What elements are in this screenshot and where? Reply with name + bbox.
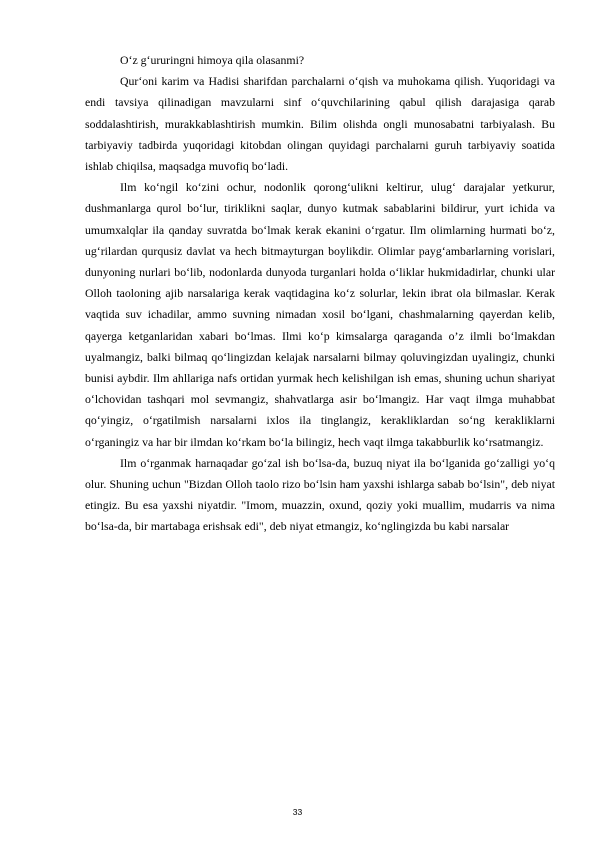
paragraph-1: Qur‘oni karim va Hadisi sharifdan parchalarni o‘qish va muhokama qilish. Yuqoridagi va endi tavsiya qilinadigan mavzularni sinf o‘quvchilarining qabul qilish darajasiga qarab soddalashtirish, murakkablashtirish mumkin. Bilim olishda ongli munosabatni tarbiyalash. Bu tarbiyaviy tadbirda yuqoridagi kitobdan olingan quyidagi parchalarni guruh tarbiyaviy soatida ishlab chiqilsa, maqsadga muvofiq bo‘ladi.	[85, 74, 555, 174]
page-content	[85, 50, 555, 538]
section-heading: O‘z g‘ururingni himoya qila olasanmi?	[120, 53, 305, 67]
page-number: 33	[292, 807, 303, 817]
paragraph-2: Ilm ko‘ngil ko‘zini ochur, nodonlik qorong‘ulikni keltirur, ulug‘ darajalar yetkurur, dushmanlarga qurol bo‘lur, tiriklikni saqlar, dunyo kutmak sabablarini bildirur, yurt ichida va umumxalqlar ila qanday suvratda bo‘lmak kerak ekanini o‘rgatur. Ilm olimlarning hurmati bo‘z, ug‘rilardan qurqusiz davlat va hech bitmayturgan boylikdir. Olimlar payg‘ambarlarning vorislari, dunyoning nurlari bo‘lib, nodonlarda dunyoda turganlari holda o‘liklar hukmidadirlar, chunki ular Olloh taoloning ajib narsalariga kerak vaqtidagina ko‘z solurlar, lekin ibrat ola bilmaslar. Kerak vaqtida suv ichadilar, ammo suvning nimadan xosil bo‘lgani, chashmalarning qayerdan kelib, qayerga ketganlaridan xabari bo‘lmas. Ilmi ko‘p kimsalarga qaraganda o’z ilmli bo‘lmakdan uyalmangiz, balki bilmaq qo‘lingizdan kelajak narsalarni bilmay qoluvingizdan uyalingiz, chunki bunisi aybdir. Ilm ahllariga nafs ortidan yurmak hech kelishilgan ish emas, shuning uchun shariyat o‘lchovidan tashqari mol sevmangiz, shahvatlarga asir bo‘lmangiz. Har vaqt ilmga muhabbat qo‘yingiz, o‘rgatilmish narsalarni ixlos ila tinglangiz, kerakliklardan so‘ng kerakliklarni o‘rganingiz va har bir ilmdan ko‘rkam bo‘la bilingiz, hech vaqt ilmga takabburlik ko‘rsatmangiz.	[85, 180, 555, 449]
paragraph-3: Ilm o‘rganmak harnaqadar go‘zal ish bo‘lsa-da, buzuq niyat ila bo‘lganida go‘zalligi yo‘q olur. Shuning uchun "Bizdan Olloh taolo rizo bo‘lsin ham yaxshi ishlarga sabab bo‘lsin", deb niyat etingiz. Bu esa yaxshi niyatdir. "Imom, muazzin, oxund, qoziy yoki muallim, mudarris va nima bo‘lsa-da, bir martabaga erishsak edi", deb niyat etmangiz, ko‘nglingizda bu kabi narsalar	[85, 455, 555, 534]
